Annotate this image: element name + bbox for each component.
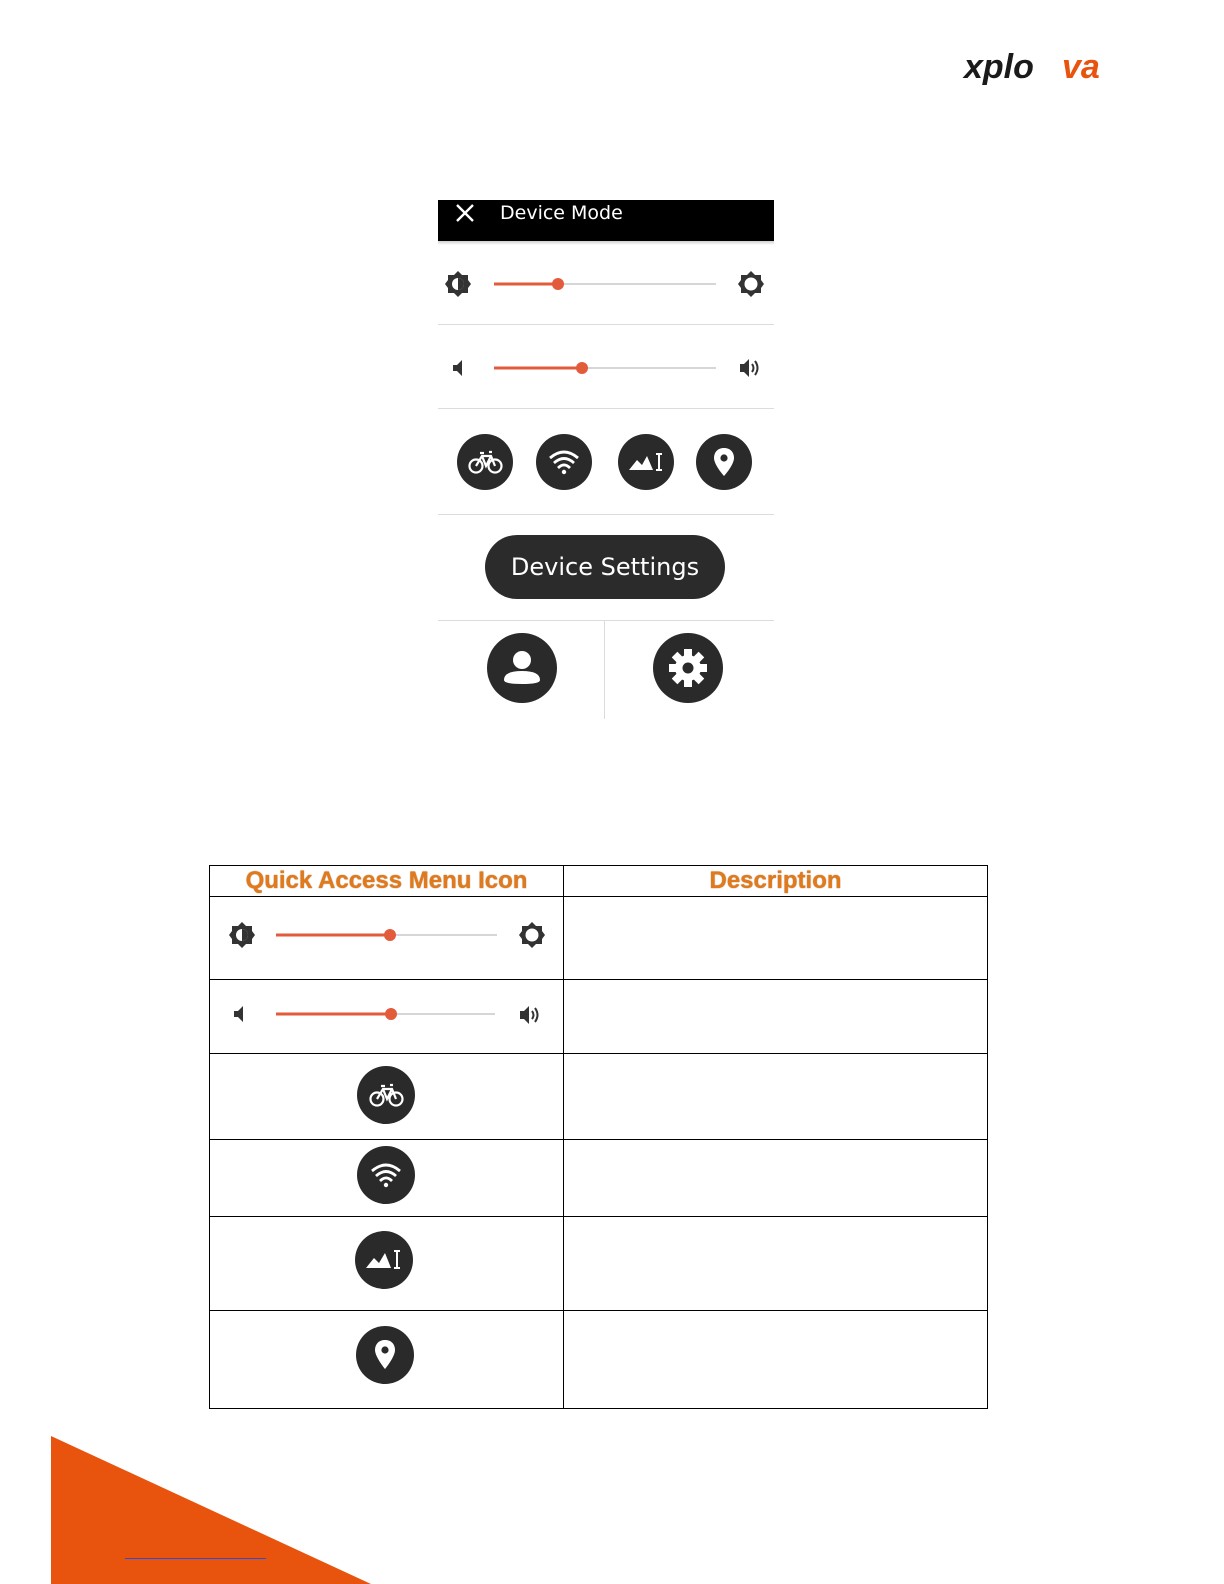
wifi-icon-cell — [210, 1140, 564, 1217]
volume-slider-image — [210, 980, 563, 1048]
brightness-slider-image — [210, 897, 563, 974]
settings-gear-button[interactable] — [653, 633, 723, 703]
brightness-thumb[interactable] — [552, 278, 564, 290]
elevation-icon — [355, 1231, 413, 1289]
brightness-low-icon — [444, 270, 472, 298]
volume-high-icon — [738, 356, 764, 380]
description-cell — [564, 897, 988, 980]
location-pin-icon — [356, 1326, 414, 1384]
location-pin-icon — [696, 434, 752, 490]
location-button[interactable] — [696, 434, 752, 490]
bike-mode-button[interactable] — [457, 434, 513, 490]
description-cell — [564, 1054, 988, 1140]
svg-text:va: va — [1062, 50, 1100, 86]
xplova-logo — [962, 50, 1124, 86]
footer-link-underline — [125, 1558, 266, 1559]
brightness-high-icon — [737, 270, 765, 298]
device-header-title: Device Mode — [500, 202, 623, 224]
elevation-button[interactable] — [618, 434, 674, 490]
table-row — [210, 980, 988, 1054]
table-row — [210, 897, 988, 980]
gear-icon — [653, 633, 723, 703]
table-row — [210, 1054, 988, 1140]
description-cell — [564, 980, 988, 1054]
wifi-icon — [357, 1146, 415, 1204]
close-icon[interactable] — [454, 202, 476, 224]
profile-button[interactable] — [487, 633, 557, 703]
volume-low-icon — [234, 1006, 243, 1022]
wifi-icon — [536, 434, 592, 490]
header-icon: Quick Access Menu Icon — [210, 866, 564, 897]
description-cell — [564, 1217, 988, 1311]
volume-high-icon — [520, 1006, 538, 1024]
volume-slider[interactable] — [438, 348, 774, 388]
location-icon-cell — [210, 1311, 564, 1409]
volume-slider-cell — [210, 980, 564, 1054]
elevation-icon-cell — [210, 1217, 564, 1311]
device-header — [438, 200, 774, 241]
brightness-slider-cell — [210, 897, 564, 980]
bike-icon — [457, 434, 513, 490]
device-settings-button[interactable]: Device Settings — [485, 535, 725, 599]
table-row — [210, 1217, 988, 1311]
table-row — [210, 1140, 988, 1217]
header-description: Description — [564, 866, 988, 897]
volume-track[interactable] — [490, 362, 720, 374]
description-cell — [564, 1311, 988, 1409]
description-cell — [564, 1140, 988, 1217]
brightness-track[interactable] — [490, 278, 720, 290]
svg-text:xplo: xplo — [964, 50, 1034, 86]
wifi-button[interactable] — [536, 434, 592, 490]
table-row — [210, 1311, 988, 1409]
elevation-icon — [618, 434, 674, 490]
brightness-slider[interactable] — [438, 264, 774, 304]
brightness-high-icon — [519, 922, 545, 948]
profile-icon — [487, 633, 557, 703]
quick-access-table — [209, 865, 988, 1409]
device-mode-screen — [438, 200, 774, 720]
volume-low-icon — [450, 358, 470, 378]
footer-decoration — [51, 1436, 371, 1584]
brightness-low-icon — [229, 922, 255, 948]
bike-icon — [357, 1066, 415, 1124]
bike-icon-cell — [210, 1054, 564, 1140]
volume-thumb[interactable] — [576, 362, 588, 374]
